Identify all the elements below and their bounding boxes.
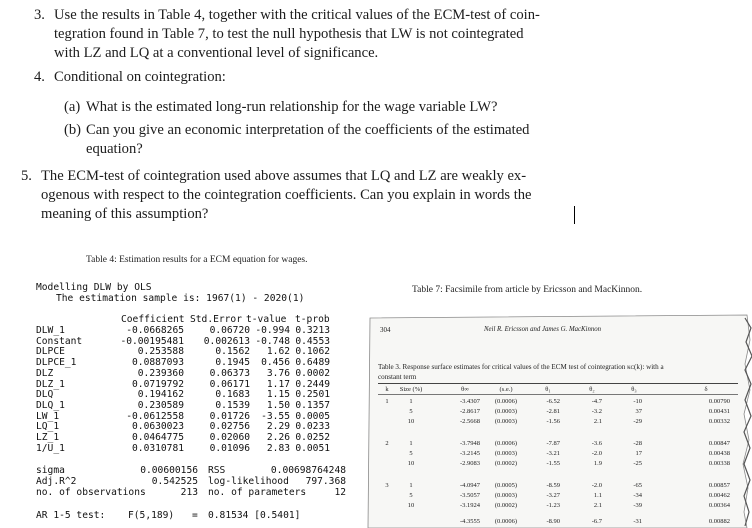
text-cursor: [574, 206, 575, 224]
question-line: Conditional on cointegration:: [54, 69, 226, 85]
row-coefficient: 0.230589: [137, 399, 184, 411]
header-se: (s.e.): [499, 386, 513, 393]
sheet-page-number: 304: [380, 326, 391, 334]
row-k: 1: [385, 398, 389, 405]
row-delta: 0.00857: [708, 482, 730, 489]
row-name: DLZ_1: [36, 378, 65, 390]
row-theta-2: 1.1: [593, 492, 602, 499]
table4-caption: Table 4: Estimation results for a ECM equation for wages.: [86, 255, 308, 265]
row-name: DLZ: [36, 367, 54, 379]
row-theta-1: -3.21: [546, 450, 560, 457]
row-t-prob: 0.1357: [295, 399, 330, 411]
row-std-error: 0.01726: [209, 410, 250, 422]
row-t-value: -0.994: [255, 325, 290, 336]
stat-value: 797.368: [305, 476, 346, 487]
header-k: k: [385, 386, 389, 393]
header-theta-inf: θ∞: [461, 386, 469, 393]
table4-sample-line: The estimation sample is: 1967(1) - 2020(1): [56, 293, 305, 304]
row-theta-3: -34: [633, 492, 642, 499]
row-delta: 0.00332: [708, 418, 730, 425]
row-se: (0.0003): [494, 450, 518, 457]
row-t-prob: 0.0233: [295, 421, 330, 433]
sheet-rule: [378, 383, 738, 384]
ar-test-label: AR 1-5 test:: [36, 510, 106, 521]
row-theta-2: -2.0: [591, 482, 602, 489]
row-delta: 0.00364: [708, 502, 730, 509]
row-coefficient: 0.239360: [137, 367, 184, 379]
row-t-value: 2.26: [266, 432, 290, 443]
row-name: DLPCE: [36, 346, 65, 358]
stat-value: 0.542525: [151, 476, 198, 487]
question-4b: [64, 121, 734, 161]
row-name: DLQ_1: [36, 399, 65, 411]
row-theta-2: 2.1: [593, 502, 602, 509]
question-3: [34, 6, 734, 66]
row-t-value: 1.17: [266, 378, 290, 390]
question-line: tegration found in Table 7, to test the null hypothesis that LW is not cointegrated: [54, 26, 524, 42]
row-std-error: 0.1562: [215, 346, 250, 358]
row-t-prob: 0.2501: [295, 389, 330, 401]
question-line: What is the estimated long-run relationship for the wage variable LW?: [86, 99, 498, 115]
row-std-error: 0.06720: [209, 325, 250, 336]
row-se: (0.0006): [494, 518, 518, 525]
header-size: Size (%): [399, 386, 423, 393]
row-se: (0.0006): [494, 398, 518, 405]
row-theta-inf: -4.0947: [459, 482, 480, 489]
row-name: Constant: [36, 335, 83, 347]
row-t-value: 2.29: [266, 421, 290, 433]
row-coefficient: 0.0630023: [132, 421, 184, 433]
row-delta: 0.00462: [708, 492, 730, 499]
row-theta-3: -65: [633, 482, 642, 489]
row-theta-3: -25: [633, 460, 642, 467]
row-std-error: 0.1539: [215, 399, 250, 411]
row-t-prob: 0.0051: [295, 442, 330, 454]
row-se: (0.0003): [494, 492, 518, 499]
stat-label: no. of observations: [36, 487, 146, 498]
question-4a: [64, 98, 734, 118]
row-coefficient: 0.253588: [137, 346, 184, 358]
row-theta-2: -6.7: [591, 518, 602, 525]
row-name: LQ_1: [36, 421, 60, 433]
row-delta: 0.00847: [708, 440, 730, 447]
sheet-rule: [378, 394, 738, 395]
header-t-prob: t-prob: [295, 314, 330, 325]
row-size: 5: [409, 408, 413, 415]
header-theta-2: θ₂: [589, 386, 595, 393]
row-t-value: 0.456: [261, 357, 290, 369]
header-delta: δ: [704, 386, 708, 393]
row-theta-1: -1.55: [546, 460, 560, 467]
row-theta-inf: -3.4307: [459, 398, 480, 405]
row-theta-2: 1.9: [593, 460, 602, 467]
row-t-value: -0.748: [255, 335, 290, 347]
row-t-value: 2.83: [266, 442, 290, 454]
question-5: [21, 167, 736, 227]
row-k: 3: [385, 482, 389, 489]
question-number: 4.: [34, 69, 45, 85]
row-theta-2: -3.6: [591, 440, 602, 447]
stat-label: no. of parameters: [208, 487, 307, 498]
table4-model-line: Modelling DLW by OLS: [36, 282, 152, 293]
row-theta-inf: -2.9083: [459, 460, 480, 467]
stat-value: 0.00698764248: [270, 465, 346, 476]
row-theta-1: -7.87: [546, 440, 560, 447]
row-size: 10: [407, 418, 415, 425]
row-std-error: 0.06171: [209, 378, 250, 390]
row-theta-3: -28: [633, 440, 642, 447]
row-t-prob: 0.0002: [295, 367, 330, 379]
row-theta-inf: -2.5668: [459, 418, 480, 425]
row-theta-2: 2.1: [593, 418, 602, 425]
question-line: Can you give an economic interpretation of the coefficients of the estimated: [86, 122, 530, 138]
row-size: 1: [409, 398, 413, 405]
row-std-error: 0.002613: [203, 335, 250, 347]
stat-label: Adj.R^2: [36, 476, 77, 487]
question-number: 5.: [21, 168, 32, 184]
row-t-prob: 0.0252: [295, 432, 330, 443]
row-theta-inf: -3.5057: [459, 492, 480, 499]
stat-value: 213: [180, 487, 198, 498]
row-theta-1: -2.81: [546, 408, 560, 415]
row-se: (0.0003): [494, 408, 518, 415]
question-line: The ECM-test of cointegration used above assumes that LQ and LZ are weakly ex-: [41, 168, 527, 184]
row-k: 2: [385, 440, 389, 447]
row-theta-2: -4.7: [591, 398, 602, 405]
row-delta: 0.00338: [708, 460, 730, 467]
row-size: 10: [407, 502, 415, 509]
row-t-prob: 0.6489: [295, 357, 330, 369]
row-size: 1: [409, 440, 413, 447]
row-t-value: -3.55: [261, 410, 290, 422]
row-theta-2: -3.2: [591, 408, 602, 415]
header-std-error: Std.Error: [190, 314, 242, 325]
row-coefficient: 0.0464775: [132, 432, 184, 443]
row-t-prob: 0.0005: [295, 410, 330, 422]
row-std-error: 0.1683: [215, 389, 250, 401]
row-name: DLPCE_1: [36, 357, 77, 369]
question-line: Use the results in Table 4, together with the critical values of the ECM-test of coin-: [54, 7, 540, 23]
row-name: DLQ: [36, 389, 54, 401]
sheet-running-head: Neil R. Ericsson and James G. MacKinnon: [484, 326, 602, 333]
row-std-error: 0.1945: [215, 357, 250, 369]
header-t-value: t-value: [246, 314, 287, 325]
stat-value: 0.00600156: [140, 465, 198, 476]
question-4: [34, 68, 734, 88]
row-theta-3: 17: [635, 450, 642, 457]
row-name: LZ_1: [36, 432, 60, 443]
row-coefficient: 0.0887093: [132, 357, 184, 369]
question-number: 3.: [34, 7, 45, 23]
row-se: (0.0002): [494, 460, 518, 467]
row-coefficient: 0.194162: [137, 389, 184, 401]
row-coefficient: -0.00195481: [120, 335, 184, 347]
header-coefficient: Coefficient: [121, 314, 185, 325]
row-theta-1: -6.52: [546, 398, 560, 405]
row-theta-inf: -2.8617: [459, 408, 480, 415]
stat-label: sigma: [36, 465, 65, 476]
row-theta-2: -2.0: [591, 450, 602, 457]
stat-label: RSS: [208, 465, 226, 476]
row-coefficient: 0.0719792: [132, 378, 184, 390]
row-t-value: 1.15: [266, 389, 290, 401]
stat-label: log-likelihood: [208, 476, 289, 487]
question-line: equation?: [86, 141, 143, 157]
row-delta: 0.00438: [708, 450, 730, 457]
row-t-value: 1.62: [266, 346, 290, 358]
row-size: 5: [409, 450, 413, 457]
row-coefficient: -0.0668265: [126, 325, 184, 336]
row-se: (0.0002): [494, 502, 518, 509]
row-theta-3: -39: [633, 502, 642, 509]
row-std-error: 0.02060: [209, 432, 250, 443]
row-theta-1: -1.23: [546, 502, 560, 509]
question-number: (b): [64, 122, 82, 138]
row-theta-inf: -4.3555: [459, 518, 480, 525]
row-theta-1: -3.27: [546, 492, 560, 499]
row-name: LW_1: [36, 410, 60, 422]
header-theta-3: θ₃: [631, 386, 637, 393]
sheet-table-caption: Table 3. Response surface estimates for critical values of the ECM test of cointegration κᴄ(k): with a: [378, 363, 664, 371]
row-size: 10: [407, 460, 415, 467]
row-name: 1/U_1: [36, 442, 65, 454]
row-theta-3: -31: [633, 518, 642, 525]
row-std-error: 0.02756: [209, 421, 250, 433]
header-theta-1: θ₁: [545, 386, 551, 393]
row-delta: 0.00790: [708, 398, 730, 405]
row-se: (0.0005): [494, 482, 518, 489]
row-coefficient: -0.0612558: [126, 410, 184, 422]
row-size: 5: [409, 492, 413, 499]
row-theta-3: -29: [633, 418, 642, 425]
question-number: (a): [64, 99, 81, 115]
row-t-prob: 0.4553: [295, 335, 330, 347]
row-std-error: 0.06373: [209, 367, 250, 379]
stat-value: 12: [334, 487, 346, 498]
row-se: (0.0006): [494, 440, 518, 447]
row-t-prob: 0.1062: [295, 346, 330, 358]
question-line: meaning of this assumption?: [41, 206, 209, 222]
row-theta-1: -8.59: [546, 482, 560, 489]
row-t-value: 1.50: [266, 399, 290, 411]
row-theta-inf: -3.7948: [459, 440, 480, 447]
question-line: with LZ and LQ at a conventional level of significance.: [54, 45, 379, 61]
row-t-value: 3.76: [266, 367, 290, 379]
row-t-prob: 0.3213: [295, 325, 330, 336]
row-size: 1: [409, 482, 413, 489]
row-theta-1: -8.90: [546, 518, 560, 525]
row-t-prob: 0.2449: [295, 378, 330, 390]
ar-test-eq: =: [192, 510, 198, 521]
row-theta-inf: -3.2145: [459, 450, 480, 457]
row-name: DLW_1: [36, 325, 65, 336]
ar-test-value: 0.81534 [0.5401]: [208, 510, 301, 521]
row-std-error: 0.01096: [209, 442, 250, 454]
sheet-table-caption: constant term: [378, 373, 417, 381]
ar-test-dist: F(5,189): [128, 510, 175, 521]
table7-caption: Table 7: Facsimile from article by Ericsson and MacKinnon.: [412, 285, 643, 295]
row-theta-3: -10: [633, 398, 642, 405]
row-theta-inf: -3.1924: [459, 502, 480, 509]
row-delta: 0.00882: [708, 518, 730, 525]
row-se: (0.0003): [494, 418, 518, 425]
row-coefficient: 0.0310781: [132, 442, 184, 454]
row-theta-1: -1.56: [546, 418, 560, 425]
row-theta-3: 37: [635, 408, 642, 415]
question-line: ogenous with respect to the cointegration coefficients. Can you explain in words the: [41, 187, 532, 203]
row-delta: 0.00431: [708, 408, 730, 415]
